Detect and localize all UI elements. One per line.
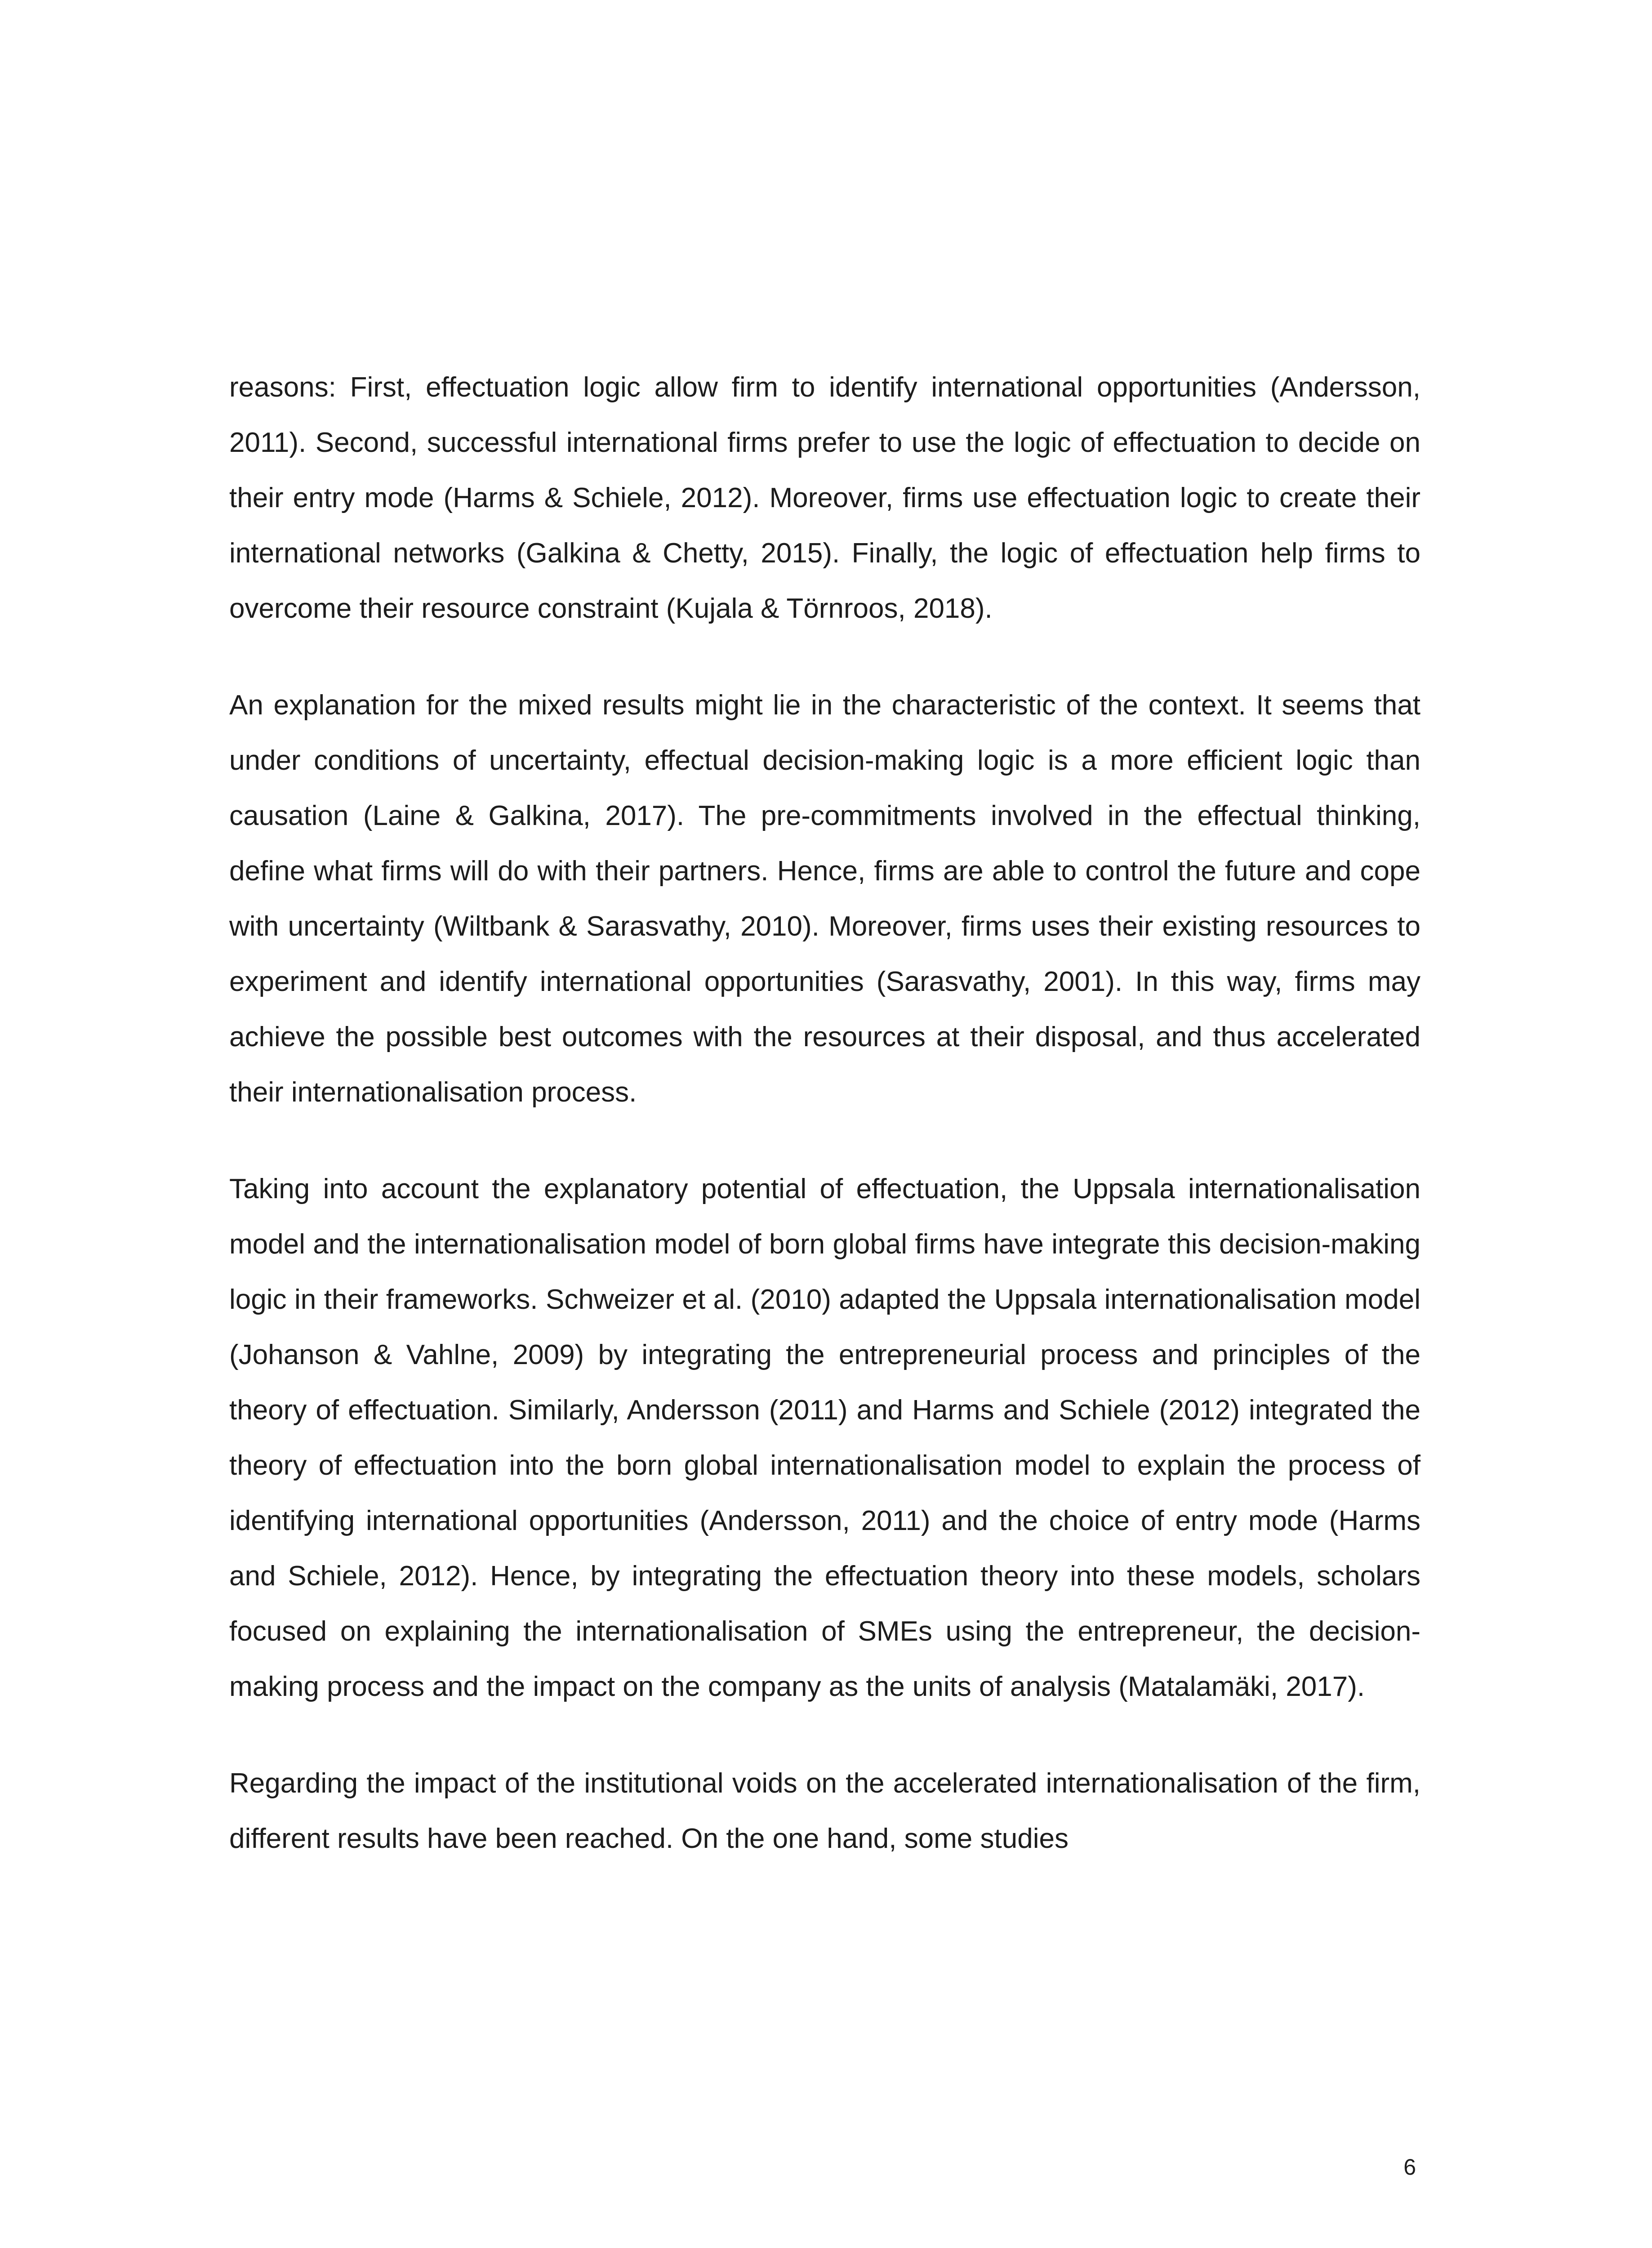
- paragraph-mixed-results: An explanation for the mixed results might lie in the characteristic of the context. It seems that under conditions of uncertainty, effectual decision-making logic is a more efficient logic than causation (Laine & Galkina, 2017). The pre-commitments involved in the effectual thinking, define what firms will do with their partners. Hence, firms are able to control the future and cope with uncertainty (Wiltbank & Sarasvathy, 2010). Moreover, firms uses their existing resources to experiment and identify international opportunities (Sarasvathy, 2001). In this way, firms may achieve the possible best outcomes with the resources at their disposal, and thus accelerated their internationalisation process.: [229, 690, 1420, 1108]
- paragraph-effectuation-reasons: reasons: First, effectuation logic allow firm to identify international opportunities (Andersson, 2011). Second, successful international firms prefer to use the logic of effectuation to decide on their entry mode (Harms & Schiele, 2012). Moreover, firms use effectuation logic to create their international networks (Galkina & Chetty, 2015). Finally, the logic of effectuation help firms to overcome their resource constraint (Kujala & Törnroos, 2018).: [229, 372, 1420, 624]
- page-number: 6: [1403, 2154, 1416, 2180]
- paragraph-institutional-voids: Regarding the impact of the institutional voids on the accelerated internationalisation of the firm, different results have been reached. On the one hand, some studies: [229, 1768, 1420, 1854]
- body-text: [229, 360, 1420, 1866]
- paragraph-explanatory-potential: Taking into account the explanatory potential of effectuation, the Uppsala internationalisation model and the internationalisation model of born global firms have integrate this decision-making logic in their frameworks. Schweizer et al. (2010) adapted the Uppsala internationalisation model (Johanson & Vahlne, 2009) by integrating the entrepreneurial process and principles of the theory of effectuation. Similarly, Andersson (2011) and Harms and Schiele (2012) integrated the theory of effectuation into the born global internationalisation model to explain the process of identifying international opportunities (Andersson, 2011) and the choice of entry mode (Harms and Schiele, 2012). Hence, by integrating the effectuation theory into these models, scholars focused on explaining the internationalisation of SMEs using the entrepreneur, the decision-making process and the impact on the company as the units of analysis (Matalamäki, 2017).: [229, 1173, 1420, 1702]
